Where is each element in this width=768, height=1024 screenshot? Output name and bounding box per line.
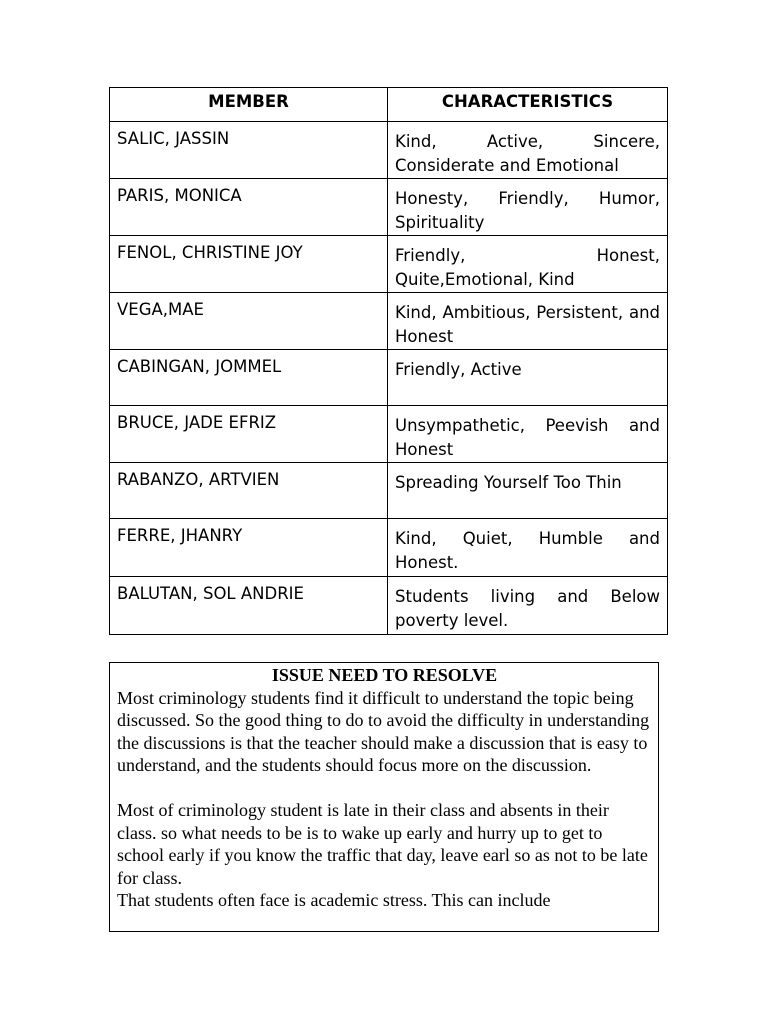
table-row [110, 406, 668, 463]
member-characteristics [388, 406, 668, 463]
characteristics-text: Honesty, Friendly, Humor, Spirituality [395, 189, 660, 232]
table-row [110, 519, 668, 577]
table-row [110, 179, 668, 236]
table-row [110, 577, 668, 635]
table-row [110, 463, 668, 519]
characteristics-text: Unsympathetic, Peevish and Honest [395, 416, 660, 459]
paragraph-spacer [117, 777, 652, 800]
member-characteristics [388, 122, 668, 179]
members-table [109, 87, 668, 635]
member-characteristics [388, 350, 668, 406]
member-characteristics [388, 519, 668, 577]
member-name: CABINGAN, JOMMEL [110, 350, 388, 406]
table-row [110, 350, 668, 406]
issue-title: ISSUE NEED TO RESOLVE [271, 665, 498, 685]
member-name: SALIC, JASSIN [110, 122, 388, 179]
member-name: BRUCE, JADE EFRIZ [110, 406, 388, 463]
table-row [110, 236, 668, 293]
member-characteristics [388, 236, 668, 293]
member-characteristics [388, 577, 668, 635]
member-name: PARIS, MONICA [110, 179, 388, 236]
member-characteristics [388, 463, 668, 519]
member-characteristics [388, 293, 668, 350]
characteristics-column-header: CHARACTERISTICS [388, 88, 668, 122]
table-row [110, 293, 668, 350]
issue-section [109, 662, 659, 932]
characteristics-text: Kind, Quiet, Humble and Honest. [395, 529, 660, 572]
member-name: FENOL, CHRISTINE JOY [110, 236, 388, 293]
member-name: RABANZO, ARTVIEN [110, 463, 388, 519]
characteristics-text: Kind, Active, Sincere, Considerate and Emotional [395, 132, 660, 175]
characteristics-text: Friendly, Honest, Quite,Emotional, Kind [395, 246, 660, 289]
characteristics-text: Friendly, Active [395, 360, 522, 379]
characteristics-text: Students living and Below poverty level. [395, 587, 660, 630]
characteristics-text: Spreading Yourself Too Thin [395, 473, 622, 492]
member-name: FERRE, JHANRY [110, 519, 388, 577]
issue-paragraph: Most criminology students find it difficult to understand the topic being discussed. So the good thing to do to avoid the difficulty in understanding the discussions is that the teacher should make a discussion that is easy to understand, and the students should focus more on the discussion. [117, 687, 650, 775]
characteristics-text: Kind, Ambitious, Persistent, and Honest [395, 303, 660, 346]
table-header-row [110, 88, 668, 122]
member-name: BALUTAN, SOL ANDRIE [110, 577, 388, 635]
member-characteristics [388, 179, 668, 236]
issue-paragraph: That students often face is academic stress. This can include [117, 890, 551, 910]
member-name: VEGA,MAE [110, 293, 388, 350]
table-row [110, 122, 668, 179]
issue-paragraph: Most of criminology student is late in their class and absents in their class. so what needs to be is to wake up early and hurry up to get to school early if you know the traffic that day, leave earl so as not to be late for class. [117, 800, 648, 888]
member-column-header: MEMBER [110, 88, 388, 122]
